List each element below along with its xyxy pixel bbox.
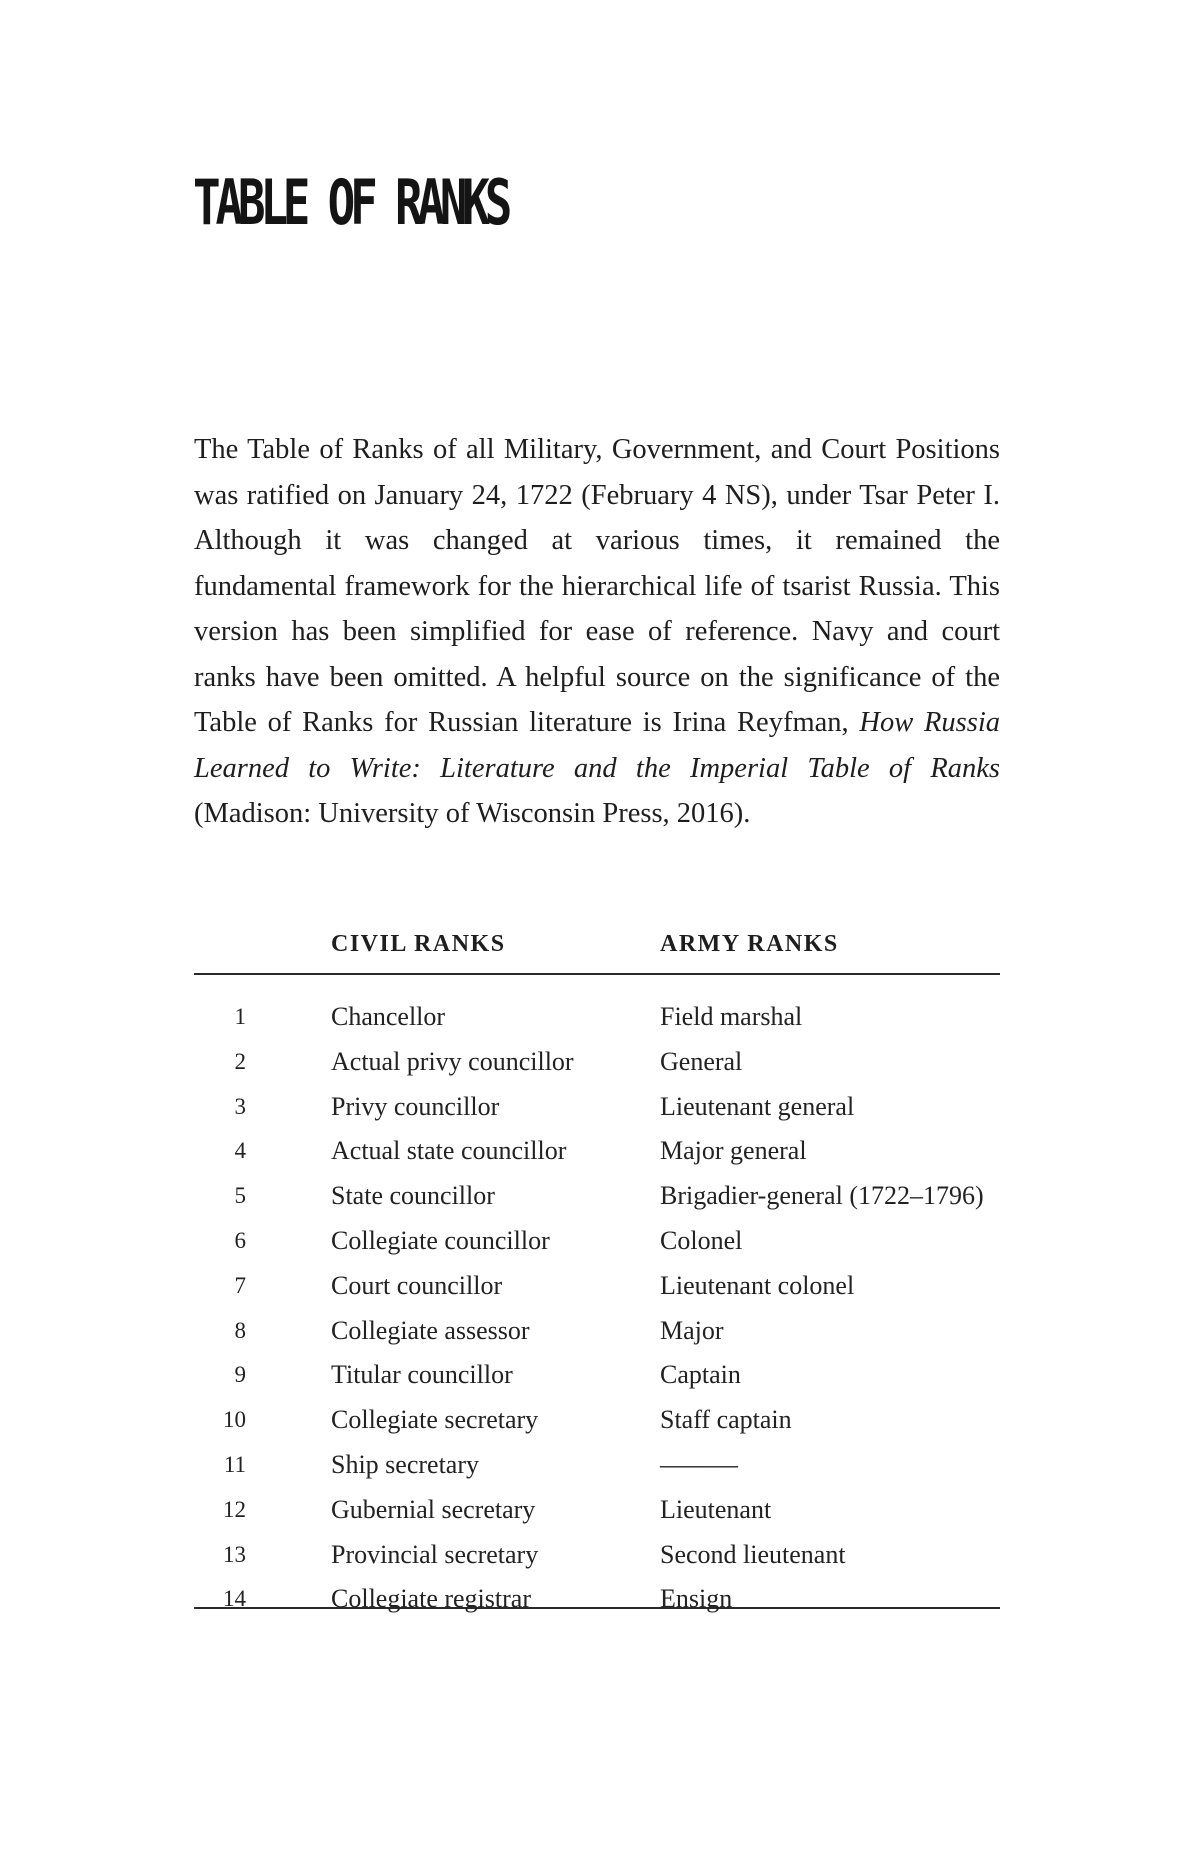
rank-number: 11 <box>223 1451 246 1477</box>
rank-number: 6 <box>234 1227 246 1253</box>
civil-rank: Actual privy councillor <box>331 1046 574 1076</box>
table-row <box>194 1577 1000 1622</box>
intro-paragraph <box>194 427 1000 837</box>
page-title: TABLE OF RANKS <box>193 166 508 239</box>
table-row <box>194 1353 1000 1398</box>
army-rank: Major general <box>660 1136 807 1166</box>
table-row <box>194 1309 1000 1354</box>
army-rank: Brigadier-general (1722–1796) <box>660 1181 984 1211</box>
rank-number: 4 <box>234 1138 246 1164</box>
civil-rank: Gubernial secretary <box>331 1494 536 1524</box>
civil-rank: Chancellor <box>331 1002 446 1031</box>
army-rank: Colonel <box>660 1225 743 1255</box>
rank-number: 10 <box>223 1407 246 1433</box>
table-body <box>194 975 1000 1614</box>
table-row <box>194 1040 1000 1085</box>
rank-number: 12 <box>223 1496 246 1522</box>
table-header <box>194 925 1000 975</box>
army-rank: Lieutenant <box>660 1494 772 1524</box>
civil-rank: Collegiate assessor <box>331 1315 530 1345</box>
rank-number: 3 <box>234 1093 246 1119</box>
army-rank: Major <box>660 1315 724 1345</box>
intro-book-title: How Russia Learned to Write: Literature and the Imperial Table of Ranks <box>194 707 1000 784</box>
table-row <box>194 1085 1000 1130</box>
civil-rank: Titular councillor <box>331 1360 513 1390</box>
army-rank: Lieutenant colonel <box>660 1270 855 1300</box>
army-rank: ——— <box>660 1449 738 1479</box>
civil-rank: Collegiate secretary <box>331 1405 539 1435</box>
table-row <box>194 1398 1000 1443</box>
civil-rank: Provincial secretary <box>331 1539 539 1569</box>
table-row <box>194 1219 1000 1264</box>
civil-rank: Privy councillor <box>331 1091 500 1121</box>
intro-citation: (Madison: University of Wisconsin Press, 2016). <box>194 798 751 829</box>
civil-rank: State councillor <box>331 1181 495 1211</box>
civil-rank: Ship secretary <box>331 1449 480 1479</box>
civil-rank: Collegiate councillor <box>331 1225 550 1255</box>
rank-number: 5 <box>234 1183 246 1209</box>
army-rank: Captain <box>660 1360 741 1390</box>
table-row <box>194 1533 1000 1578</box>
rank-number: 2 <box>234 1048 246 1074</box>
table-row <box>194 1264 1000 1309</box>
army-rank: Field marshal <box>660 1002 803 1031</box>
rank-number: 9 <box>234 1362 246 1388</box>
army-rank: General <box>660 1046 743 1076</box>
civil-rank: Court councillor <box>331 1270 503 1300</box>
army-rank: Lieutenant general <box>660 1091 855 1121</box>
army-rank: Staff captain <box>660 1405 792 1435</box>
table-row <box>194 1174 1000 1219</box>
intro-text: The Table of Ranks of all Military, Government, and Court Positions was ratified on January 24, 1722 (February 4 NS), under Tsar Peter I. Although it was changed at various times, it remained the fundamental framework for the hierarchical life of tsarist Russia. This version has been simplified for ease of reference. Navy and court ranks have been omitted. A helpful source on the significance of the Table of Ranks for Russian literature is Irina Reyfman, <box>194 434 1000 738</box>
army-ranks-header: ARMY RANKS <box>660 931 839 957</box>
rank-number: 7 <box>234 1272 246 1298</box>
civil-rank: Collegiate registrar <box>331 1584 531 1614</box>
rank-number: 14 <box>223 1586 246 1612</box>
army-rank: Second lieutenant <box>660 1539 846 1569</box>
table-row <box>194 995 1000 1040</box>
ranks-table <box>194 925 1000 1614</box>
table-row <box>194 1443 1000 1488</box>
table-row <box>194 1129 1000 1174</box>
rank-number: 13 <box>223 1541 246 1567</box>
table-row <box>194 1488 1000 1533</box>
civil-rank: Actual state councillor <box>331 1136 567 1166</box>
rank-number: 1 <box>234 1004 246 1029</box>
army-rank: Ensign <box>660 1584 733 1614</box>
rank-number: 8 <box>234 1317 246 1343</box>
civil-ranks-header: CIVIL RANKS <box>331 931 506 957</box>
